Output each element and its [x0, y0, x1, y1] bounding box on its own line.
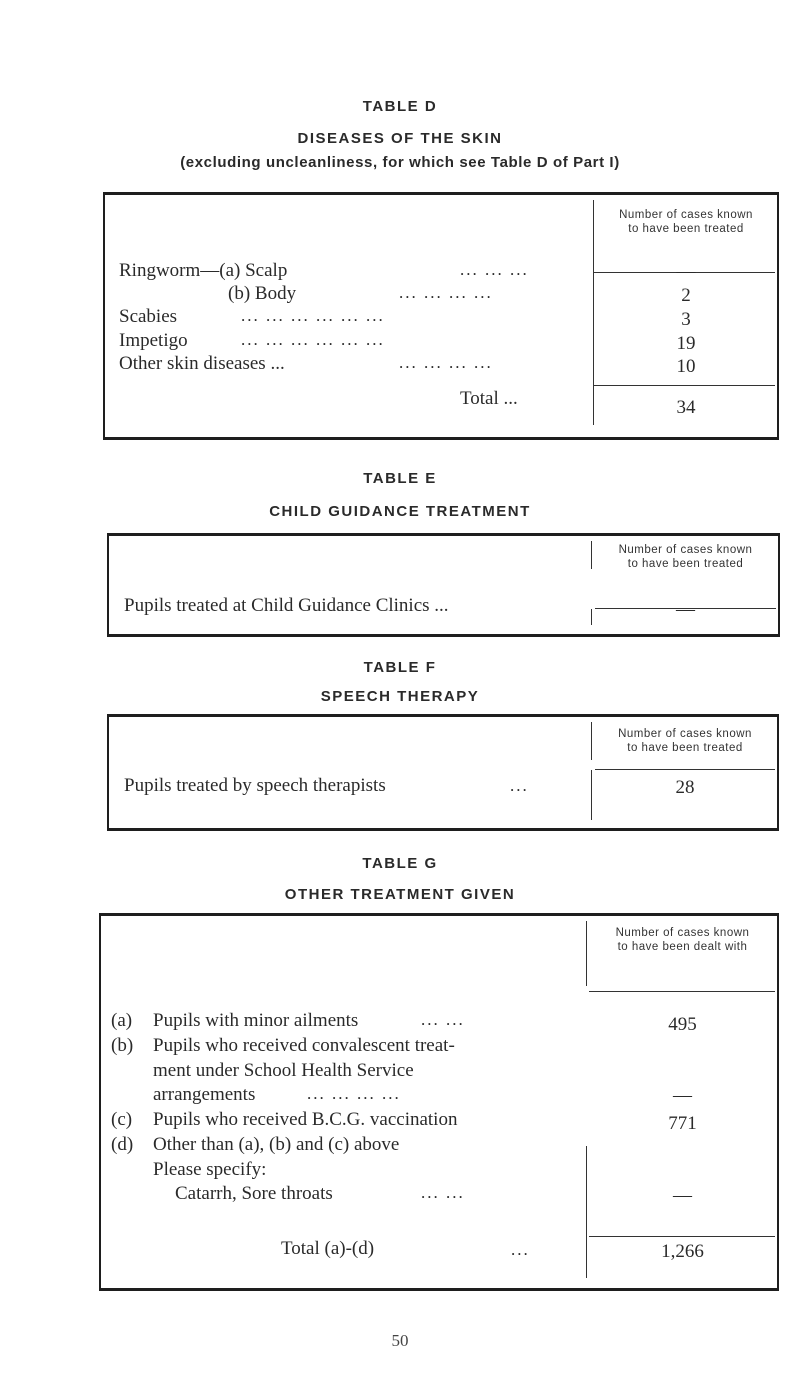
table-f-subtitle: SPEECH THERAPY: [320, 688, 480, 705]
table-d: Number of cases known to have been treated Ringworm—(a) Scalp ... ... ... — (b) Body ... ... ... ... 2 Scabies ... ... ... ... ... ... 3 Impetigo ... ... ... ... ... ... 19 Other skin diseases ... ... ... ... ... 10 Total ... 34: [103, 192, 779, 440]
table-f-column-header: Number of cases known to have been treated: [618, 728, 752, 754]
table-e-column-header: Number of cases known to have been treated: [618, 544, 753, 570]
table-g-row-value: —: [673, 1085, 692, 1106]
table-d-row-label: Scabies: [119, 306, 178, 327]
table-g: Number of cases known to have been dealt with (a) Pupils with minor ailments ... ... 495 (b) Pupils who received convalescent treat- ment under School Health Service arrangements ... ... ... ... — (c) Pupils who received B.C.G. vaccination 771 (d) Other than (a), (b) and (c) above Please specify: Catarrh, Sore throats ... ... — Total (a)-(d) ... 1,266: [99, 913, 779, 1291]
table-g-row-label: Other than (a), (b) and (c) above: [153, 1134, 400, 1155]
table-e-subtitle: CHILD GUIDANCE TREATMENT: [269, 503, 531, 520]
table-d-row-value: 2: [681, 285, 691, 306]
table-g-total-value: 1,266: [661, 1241, 704, 1262]
table-e: [107, 533, 780, 637]
table-d-total-label: Total ...: [460, 388, 518, 409]
table-e-row-value: —: [676, 599, 695, 620]
table-f-row-value: 28: [675, 777, 695, 798]
table-g-column-header: Number of cases known to have been dealt with: [615, 927, 750, 953]
table-d-row-value: —: [676, 261, 696, 282]
table-g-row-label: Catarrh, Sore throats: [175, 1183, 333, 1204]
table-f: Number of cases known to have been treated Pupils treated by speech therapists ... 28: [107, 714, 779, 831]
table-d-row-label: Ringworm—(a) Scalp: [119, 260, 288, 281]
table-g-row-label: Pupils with minor ailments: [153, 1010, 359, 1031]
table-g-row-value: —: [673, 1185, 692, 1206]
table-d-row-value: 10: [676, 356, 696, 377]
table-g-row-label: arrangements: [153, 1084, 256, 1105]
table-d-row-value: 19: [676, 333, 696, 354]
table-g-row-value: 495: [668, 1014, 697, 1035]
table-f-row-label: Pupils treated by speech therapists: [124, 775, 386, 796]
table-g-row-marker: (c): [111, 1109, 133, 1130]
table-g-total-label: Total (a)-(d): [281, 1238, 375, 1259]
table-d-title: TABLE D: [362, 98, 438, 115]
table-g-row-marker: (a): [111, 1010, 133, 1031]
table-g-title: TABLE G: [362, 855, 438, 872]
table-g-subtitle: OTHER TREATMENT GIVEN: [284, 886, 516, 903]
table-d-row-value: 3: [681, 309, 691, 330]
table-f-title: TABLE F: [363, 659, 437, 676]
table-g-row-marker: (d): [111, 1134, 134, 1155]
table-d-row-label: Impetigo: [119, 330, 188, 351]
table-g-row-label: Pupils who received B.C.G. vaccination: [153, 1109, 458, 1130]
table-g-row-label: Pupils who received convalescent treat-: [153, 1035, 455, 1056]
table-d-row-label: (b) Body: [228, 283, 297, 304]
table-g-row-value: 771: [668, 1113, 697, 1134]
table-d-note: (excluding uncleanliness, for which see Table D of Part I): [180, 154, 620, 171]
table-g-row-marker: (b): [111, 1035, 134, 1056]
table-g-row-label: ment under School Health Service: [153, 1060, 414, 1081]
table-g-row-label: Please specify:: [153, 1159, 267, 1180]
table-e-title: TABLE E: [363, 470, 437, 487]
table-d-row-label: Other skin diseases ...: [119, 353, 285, 374]
table-d-total-value: 34: [676, 397, 696, 418]
table-d-column-header: Number of cases known to have been treated: [619, 209, 753, 235]
page-number: 50: [391, 1331, 409, 1350]
table-e-row-label: Pupils treated at Child Guidance Clinics ...: [124, 595, 449, 616]
table-d-subtitle: DISEASES OF THE SKIN: [297, 130, 503, 147]
